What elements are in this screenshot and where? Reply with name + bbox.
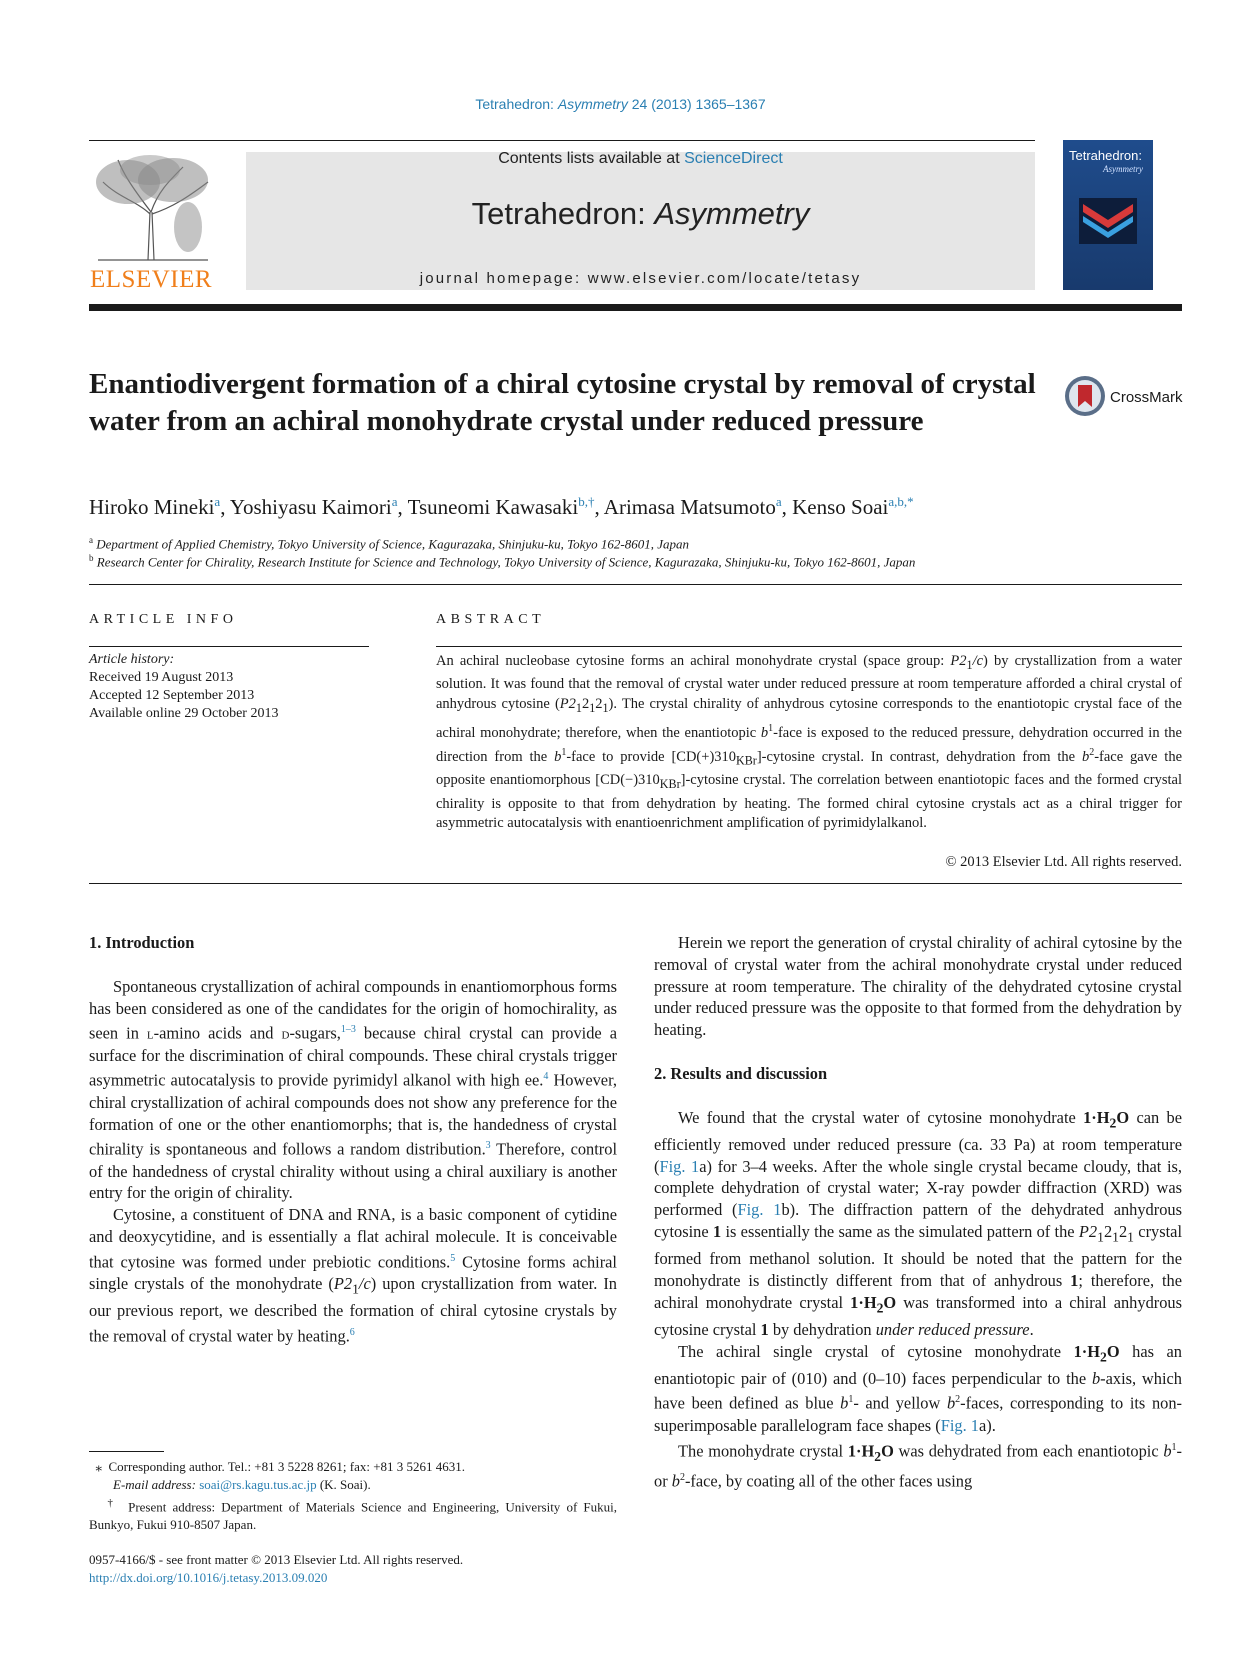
citation-suffix: 24 (2013) 1365–1367 [627, 96, 766, 112]
right-column [654, 932, 1182, 1492]
journal-cover-image [1063, 140, 1153, 290]
author-affiliation-mark[interactable]: a,b,* [888, 494, 914, 509]
abstract-rule [436, 646, 1182, 647]
author-name: Hiroko Mineki [89, 495, 215, 519]
article-history [89, 651, 278, 723]
cover-graphic [1079, 198, 1137, 244]
author-name: Yoshiyasu Kaimori [229, 495, 392, 519]
intro-paragraph-1: Spontaneous crystallization of achiral compounds in enantiomorphous forms has been considered as one of the candidates for the origin of homochirality, as seen in l-amino acids and d-sugars,$^{1-3}$ because chiral crystal can provide a surface for the discrimination of chiral compounds. These chiral crystals trigger asymmetric autocatalysis to provide pyrimidyl alkanol with high ee.$^4$ However, chiral crystallization of achiral compounds does not show any preference for the formation of one or the other enantiomorphs; that is, the handedness of crystal chirality is spontaneous and follows a random distribution.$^3$ Therefore, control of the handedness of crystal chirality without using a chiral auxiliary is another entry for the origin of chirality. [89, 976, 617, 1203]
figure-link[interactable]: Fig. 1 [940, 1415, 979, 1435]
figure-link[interactable]: Fig. 1 [737, 1200, 782, 1220]
cover-subtitle: Asymmetry [1103, 164, 1143, 174]
contents-available [246, 150, 1035, 168]
footnotes [89, 1458, 617, 1534]
affiliation-mark: a [89, 535, 93, 545]
results-paragraph-3: The monohydrate crystal $1\cdot H_2O$ was dehydrated from each enantiotopic $b^1-$ or $b^2$-face, by coating all of the other faces using [654, 1441, 1182, 1491]
abstract-heading: ABSTRACT [436, 612, 546, 627]
reference-link[interactable]: 3 [485, 1140, 491, 1152]
elsevier-logo-text: ELSEVIER [90, 266, 213, 293]
article-title: Enantiodivergent formation of a chiral cytosine crystal by removal of crystal water from an achiral monohydrate crystal under reduced pressure [89, 368, 1036, 437]
journal-homepage-link[interactable]: journal homepage: www.elsevier.com/locate/tetasy [419, 270, 862, 287]
abstract-bottom-rule [89, 883, 1182, 884]
affiliation-rule [89, 584, 1182, 585]
results-paragraph-2: The achiral single crystal of cytosine monohydrate $1\cdot H_2O$ has an enantiotopic pair of (010) and (0–10) faces perpendicular to the b-axis, which have been defined as blue $b^1-$ and yellow $b^2$-faces, corresponding to its non-superimposable parallelogram face shapes (Fig. 1a). [654, 1341, 1182, 1435]
author-affiliation-mark[interactable]: a [391, 494, 398, 509]
footnote-present-address: † Present address: Department of Materials Science and Engineering, University of Fukui, Bunkyo, Fukui 910-8507 Japan. [89, 1497, 618, 1533]
reference-link[interactable]: 4 [543, 1071, 549, 1083]
online-date: Available online 29 October 2013 [89, 706, 279, 721]
author-affiliation-mark[interactable]: a [214, 494, 221, 509]
affiliation-text: Research Center for Chirality, Research Institute for Science and Technology, Tokyo University of Science, Kagurazaka, Shinjuku-ku, Tokyo 162-8601, Japan [96, 554, 916, 570]
author-affiliation-mark[interactable]: b,† [578, 494, 595, 509]
journal-name-plain: Tetrahedron: [471, 196, 655, 231]
article-info-heading: ARTICLE INFO [89, 612, 238, 627]
citation-prefix: Tetrahedron: [475, 96, 558, 112]
reference-link[interactable]: 1–3 [340, 1024, 356, 1036]
footnote-corresponding: ⁎ Corresponding author. Tel.: +81 3 5228 8261; fax: +81 3 5261 4631. [95, 1459, 466, 1474]
accepted-date: Accepted 12 September 2013 [89, 688, 255, 703]
author-name: Tsuneomi Kawasaki [407, 495, 579, 519]
author-list: Hiroko Mineki$^a$, Yoshiyasu Kaimori$^a$, Tsuneomi Kawasaki$^{b,\dagger}$, Arimasa Matsumoto$^a$, Kenso Soai$^{a,b,*}$ [89, 494, 914, 519]
cover-title: Tetrahedron: [1069, 148, 1142, 163]
left-column [89, 932, 617, 1347]
elsevier-tree-logo [88, 152, 218, 262]
reference-link[interactable]: 5 [450, 1252, 456, 1264]
affiliation-mark: b [89, 553, 94, 563]
section-heading-results: 2. Results and discussion [654, 1063, 828, 1083]
contents-prefix: Contents lists available at [498, 150, 685, 167]
footnote-rule [89, 1451, 164, 1452]
history-label: Article history: [89, 652, 175, 667]
journal-citation[interactable] [0, 96, 1241, 112]
section-heading-introduction: 1. Introduction [89, 933, 195, 952]
header-top-rule [89, 140, 1035, 141]
abstract-body: An achiral nucleobase cytosine forms an achiral monohydrate crystal (space group: $P2_1/c$) by crystallization from a water solution. It was found that the removal of crystal water under reduced pressure at room temperature afforded a chiral crystal of anhydrous cytosine $(P2_12_12_1)$. The crystal chirality of anhydrous cytosine corresponds to the enantiotopic crystal face of the achiral monohydrate; therefore, when the enantiotopic $b^1$-face is exposed to the reduced pressure, dehydration occurred in the direction from the $b^1$-face to provide $[CD(+)310_{KBr}]$-cytosine crystal. In contrast, dehydration from the $b^2$-face gave the opposite enantiomorphous $[CD(-)310_{KBr}]$-cytosine crystal. The correlation between enantiotopic faces and the formed crystal chirality is opposite to that from dehydration by heating. The formed chiral cytosine crystals act as a chiral trigger for asymmetric autocatalysis with enantioenrichment amplification of pyrimidylalkanol. [436, 653, 1183, 832]
journal-name-italic: Asymmetry [654, 196, 810, 231]
sciencedirect-link[interactable]: ScienceDirect [684, 150, 783, 167]
page-footer [89, 1551, 463, 1587]
reference-link[interactable]: 6 [349, 1326, 355, 1338]
article-info-rule [89, 646, 369, 647]
header-bottom-rule [89, 304, 1182, 311]
doi-link[interactable]: http://dx.doi.org/10.1016/j.tetasy.2013.09.020 [89, 1570, 328, 1585]
affiliation-text: Department of Applied Chemistry, Tokyo University of Science, Kagurazaka, Shinjuku-ku, Tokyo 162-8601, Japan [96, 536, 689, 552]
footnote-email: E-mail address: soai@rs.kagu.tus.ac.jp (K. Soai). [113, 1477, 371, 1492]
citation-journal: Asymmetry [557, 96, 628, 112]
figure-link[interactable]: Fig. 1 [659, 1156, 700, 1176]
issn-line: 0957-4166/$ - see front matter © 2013 Elsevier Ltd. All rights reserved. [89, 1552, 464, 1567]
author-affiliation-mark[interactable]: a [775, 494, 782, 509]
abstract-copyright: © 2013 Elsevier Ltd. All rights reserved. [945, 854, 1182, 870]
crossmark-icon[interactable] [1064, 375, 1106, 417]
affiliation-a [89, 535, 689, 552]
author-name: Arimasa Matsumoto [603, 495, 776, 519]
received-date: Received 19 August 2013 [89, 670, 234, 685]
results-paragraph-1: We found that the crystal water of cytosine monohydrate $1\cdot H_2O$ can be efficiently removed under reduced pressure (ca. 33 Pa) at room temperature (Fig. 1a) for 3–4 weeks. After the whole single crystal became cloudy, that is, complete dehydration of crystal water; X-ray powder diffraction (XRD) was performed (Fig. 1b). The diffraction pattern of the dehydrated anhydrous cytosine 1 is essentially the same as the simulated pattern of the $P2_12_12_1$ crystal formed from methanol solution. It should be noted that the pattern for the monohydrate is distinctly different from that of anhydrous 1; therefore, the achiral monohydrate crystal $1\cdot H_2O$ was transformed into a chiral anhydrous cytosine crystal 1 by dehydration under reduced pressure. [654, 1107, 1183, 1339]
author-name: Kenso Soai [792, 495, 889, 519]
affiliation-b [89, 553, 915, 570]
results-intro-paragraph: Herein we report the generation of crystal chirality of achiral cytosine by the removal of crystal water from the achiral monohydrate crystal under reduced pressure at room temperature. The chirality of the dehydrated cytosine crystal under reduced pressure was the opposite to that formed from the dehydration by heating. [654, 933, 1182, 1040]
email-link[interactable]: soai@rs.kagu.tus.ac.jp [199, 1477, 317, 1492]
crossmark-label[interactable]: CrossMark [1110, 389, 1183, 406]
journal-name [246, 196, 1035, 232]
intro-paragraph-2: Cytosine, a constituent of DNA and RNA, is a basic component of cytidine and deoxycytidine, and is essentially a flat achiral molecule. It is conceivable that cytosine was formed under prebiotic conditions.$^5$ Cytosine forms achiral single crystals of the monohydrate $(P2_1/c)$ upon crystallization from water. In our previous report, we described the formation of chiral cytosine crystals by the removal of crystal water by heating.$^6$ [89, 1205, 617, 1346]
